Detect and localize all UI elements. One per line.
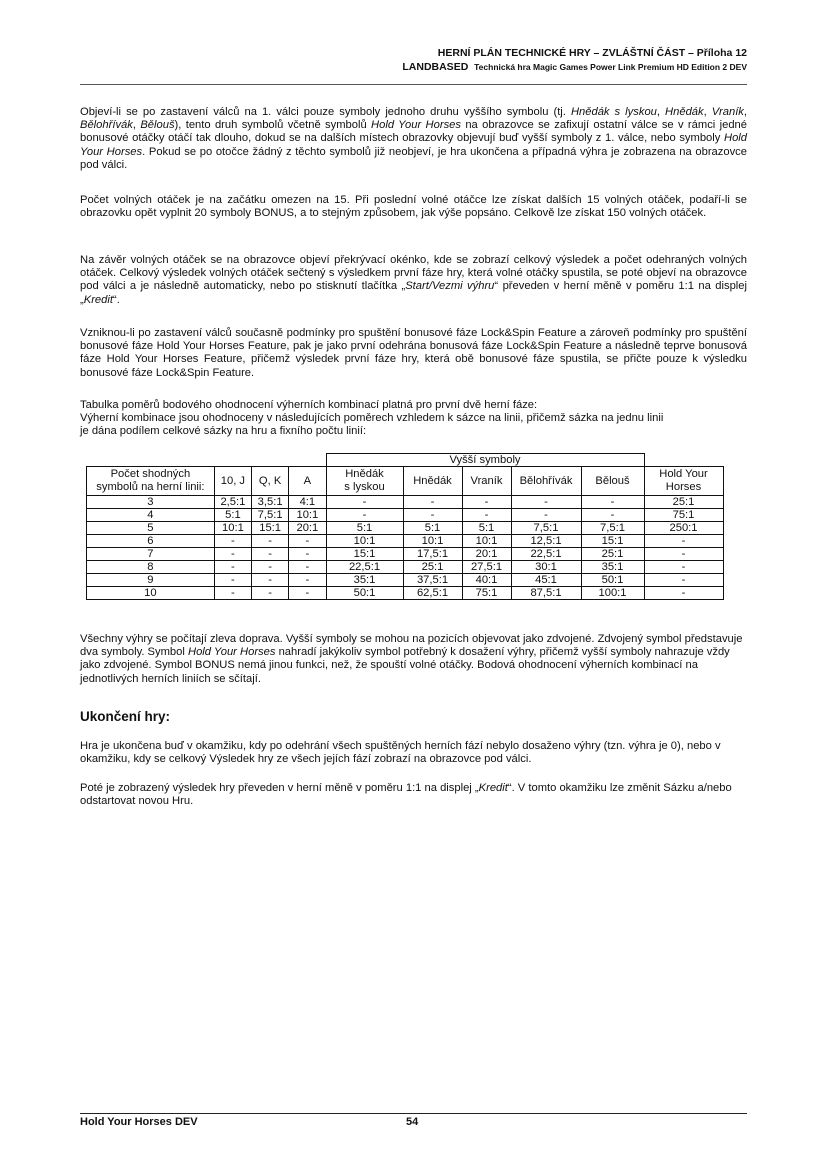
document-header-subtitle xyxy=(402,61,747,73)
paragraph-bonus-fix: Objeví-li se po zastavení válců na 1. válci pouze symboly jednoho druhu vyššího symbolu (tj. Hnědák s lyskou, Hnědák, Vraník, Bělohřívák, Bělouš), tento druh symbolů včetně symbolů Hold Your Horses na obrazovce se zafixují ostatní válce se v rámci jedné bonusové otáčky otáčí tak dlouho, dokud se na dalších místech obrazovky objevují buď vyšší symboly z 1. válce, nebo symboly Hold Your Horses. Pokud se po otočce žádný z těchto symbolů již neobjeví, je hra ukončena a případná výhra je zobrazena na obrazovce pod válci. xyxy=(80,106,748,171)
table-row: 3 2,5:1 3,5:1 4:1 - - - - - 25:1 xyxy=(87,496,724,509)
paytable-header-hnedak: Hnědák xyxy=(403,467,462,496)
table-row: 7 - - - 15:1 17,5:1 20:1 22,5:1 25:1 - xyxy=(87,548,724,561)
paytable-header-10j: 10, J xyxy=(214,467,251,496)
paytable-header-count: Počet shodných symbolů na herní linii: xyxy=(87,467,215,496)
paytable-header-hnedak-s-lyskou: Hnědák s lyskou xyxy=(326,467,403,496)
footer-divider xyxy=(80,1113,747,1114)
document-header-title: HERNÍ PLÁN TECHNICKÉ HRY – ZVLÁŠTNÍ ČÁST – Příloha 12 xyxy=(437,47,747,59)
paragraph-credit-transfer: Poté je zobrazený výsledek hry převeden v herní měně v poměru 1:1 na displej „Kredit“. V tomto okamžiku lze změnit Sázku a/nebo odstartovat novou Hru. xyxy=(80,782,732,808)
paytable-header-belous: Bělouš xyxy=(581,467,644,496)
paragraph-free-spins-end: Na závěr volných otáček se na obrazovce objeví překrývací okénko, kde se zobrazí celkový výsledek a počet odehraných volných otáček. Celkový výsledek volných otáček sečtený s výsledkem první fáze hry, která volné otáčky spustila, se poté objeví na obrazovce pod válci a je následně automaticky, nebo po stisknutí tlačítka „Start/Vezmi výhru“ převeden v herní měně v poměru 1:1 na displej „Kredit“. xyxy=(80,254,748,306)
section-heading-game-end: Ukončení hry: xyxy=(80,709,171,724)
paragraph-game-end: Hra je ukončena buď v okamžiku, kdy po odehrání všech spuštěných herních fází nebylo dosaženo výhry (tzn. výhra je 0), nebo v okamžiku, kdy se celkový Výsledek hry ze všech jejích fází zobrazí na obrazovce pod válci. xyxy=(80,740,721,766)
header-divider xyxy=(80,84,747,85)
paytable-header-hold-your-horses: Hold Your Horses xyxy=(644,467,723,496)
paragraph-free-spins-count: Počet volných otáček je na začátku omezen na 15. Při poslední volné otáčce lze získat dalších 15 volných otáček, podaří-li se obrazovku opět vyplnit 20 symboly BONUS, a to stejným způsobem, jak výše popsáno. Celkově lze získat 150 volných otáček. xyxy=(80,194,747,220)
paragraph-win-rules: Všechny výhry se počítají zleva doprava. Vyšší symboly se mohou na pozicích objevovat jako zdvojené. Zdvojený symbol představuje dva symboly. Symbol Hold Your Horses nahradí jakýkoliv symbol potřebný k dosažení výhry, přičemž vyšší symboly nahrazuje vždy jako zdvojené. Symbol BONUS nemá jinou funkci, než, že spouští volné otáčky. Bodová ohodnocení výherních kombinací na jednotlivých herních liniích se sčítají. xyxy=(80,633,743,685)
paytable-header-belohrivak: Bělohřívák xyxy=(511,467,581,496)
paragraph-feature-order: Vzniknou-li po zastavení válců současně podmínky pro spuštění bonusové fáze Lock&Spin Feature a zároveň podmínky pro spuštění bonusové fáze Hold Your Horses Feature, pak je jako první odehrána bonusová fáze Lock&Spin Feature a následně teprve bonusová fáze Hold Your Horses Feature, přičemž výsledek první fáze hry, která obě bonusové fáze spustila, se přičte pouze k výsledku bonusové fáze Lock&Spin Feature. xyxy=(80,327,747,379)
footer-page-number: 54 xyxy=(406,1116,419,1128)
footer-document-title: Hold Your Horses DEV xyxy=(80,1116,198,1128)
paytable-header-vranik: Vraník xyxy=(462,467,511,496)
paytable xyxy=(86,453,724,600)
paragraph-table-intro: Tabulka poměrů bodového ohodnocení výherních kombinací platná pro první dvě herní fáze: Výherní kombinace jsou ohodnoceny v následujících poměrech vzhledem k sázce na linii, přičemž sázka na jednu linii je dána podílem celkové sázky na hru a fixního počtu linií: xyxy=(80,399,664,438)
table-row: 6 - - - 10:1 10:1 10:1 12,5:1 15:1 - xyxy=(87,535,724,548)
table-row: 10 - - - 50:1 62,5:1 75:1 87,5:1 100:1 - xyxy=(87,587,724,600)
paytable-header-qk: Q, K xyxy=(252,467,289,496)
table-row: 5 10:1 15:1 20:1 5:1 5:1 5:1 7,5:1 7,5:1 250:1 xyxy=(87,522,724,535)
paytable-header-a: A xyxy=(289,467,326,496)
paytable-group-header: Vyšší symboly xyxy=(326,454,644,467)
table-row: 4 5:1 7,5:1 10:1 - - - - - 75:1 xyxy=(87,509,724,522)
table-row: 9 - - - 35:1 37,5:1 40:1 45:1 50:1 - xyxy=(87,574,724,587)
header-game-name: Technická hra Magic Games Power Link Premium HD Edition 2 DEV xyxy=(474,62,747,72)
table-row: 8 - - - 22,5:1 25:1 27,5:1 30:1 35:1 - xyxy=(87,561,724,574)
header-landbased: LANDBASED xyxy=(402,61,469,73)
